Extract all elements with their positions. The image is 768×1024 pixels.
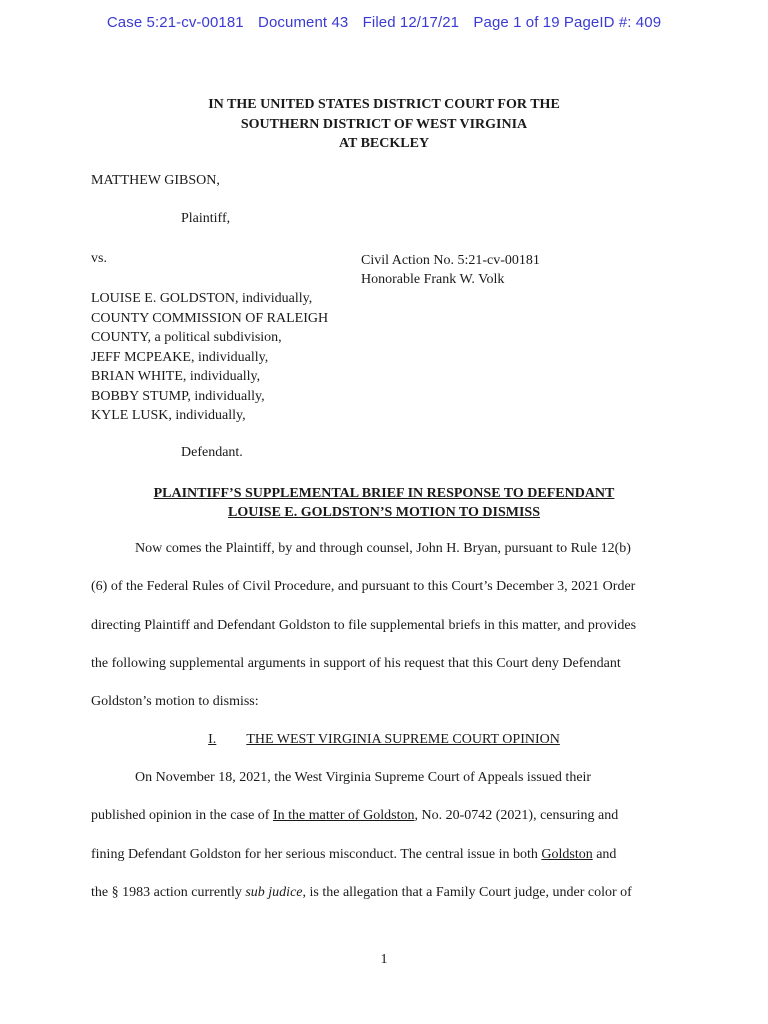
defendant-line: BRIAN WHITE, individually,	[91, 369, 261, 384]
court-title-line-3: AT BECKLEY	[338, 136, 430, 151]
para-line-4	[91, 885, 681, 901]
case-number: Case 5:21-cv-00181	[106, 14, 244, 31]
defendant-line: COUNTY, a political subdivision,	[91, 330, 282, 345]
document-number: Document 43	[258, 14, 349, 31]
plaintiff-name: MATTHEW GIBSON,	[91, 173, 220, 188]
defendant-line: KYLE LUSK, individually,	[91, 408, 246, 423]
para-text: , No. 20-0742 (2021), censuring and	[414, 808, 619, 823]
para-text: and	[592, 847, 617, 862]
filed-date: Filed 12/17/21	[362, 14, 460, 31]
defendant-line: LOUISE E. GOLDSTON, individually,	[91, 291, 313, 306]
intro-line-3: directing Plaintiff and Defendant Goldston to file supplemental briefs in this matter, and provides	[91, 618, 637, 633]
para-text: published opinion in the case of	[91, 808, 273, 823]
defendant-role: Defendant.	[181, 445, 243, 460]
para-line-2	[91, 808, 681, 824]
intro-line-4: the following supplemental arguments in support of his request that this Court deny Defendant	[91, 656, 621, 671]
civil-action-number: Civil Action No. 5:21-cv-00181	[361, 253, 540, 268]
brief-title-line-2: LOUISE E. GOLDSTON’S MOTION TO DISMISS	[228, 505, 540, 520]
section-heading	[0, 732, 768, 748]
defendant-line: BOBBY STUMP, individually,	[91, 388, 265, 404]
italic-term: sub judice	[245, 885, 303, 900]
section-title: THE WEST VIRGINIA SUPREME COURT OPINION	[246, 732, 560, 747]
brief-title-line-1: PLAINTIFF’S SUPPLEMENTAL BRIEF IN RESPONSE TO DEFENDANT	[153, 486, 615, 501]
page-number: 1	[380, 952, 388, 967]
case-citation: In the matter of Goldston	[272, 808, 415, 823]
ecf-header-stamp	[0, 14, 768, 31]
defendants-list	[91, 289, 328, 426]
intro-line-2: (6) of the Federal Rules of Civil Procedure, and pursuant to this Court’s December 3, 2021 Order	[91, 579, 636, 594]
case-info	[361, 251, 540, 289]
judge-name: Honorable Frank W. Volk	[361, 272, 505, 287]
section-number: I.	[208, 732, 217, 747]
intro-line-5: Goldston’s motion to dismiss:	[91, 694, 259, 709]
defendant-line: COUNTY COMMISSION OF RALEIGH	[91, 310, 329, 326]
court-title-line-1: IN THE UNITED STATES DISTRICT COURT FOR THE	[208, 97, 560, 112]
brief-title	[0, 484, 768, 522]
para-text: , is the allegation that a Family Court judge, under color of	[302, 885, 632, 900]
para-line-1: On November 18, 2021, the West Virginia Supreme Court of Appeals issued their	[135, 770, 592, 785]
court-title	[0, 95, 768, 154]
court-title-line-2: SOUTHERN DISTRICT OF WEST VIRGINIA	[240, 116, 528, 132]
case-citation: Goldston	[541, 847, 593, 862]
versus: vs.	[91, 251, 107, 266]
para-line-3	[91, 847, 681, 863]
plaintiff-role: Plaintiff,	[181, 211, 231, 226]
intro-line-1: Now comes the Plaintiff, by and through counsel, John H. Bryan, pursuant to Rule 12(b)	[135, 541, 631, 556]
page-info: Page 1 of 19 PageID #: 409	[473, 14, 662, 31]
para-text: the § 1983 action currently	[91, 885, 246, 900]
para-text: fining Defendant Goldston for her serious misconduct. The central issue in both	[91, 847, 542, 862]
defendant-line: JEFF MCPEAKE, individually,	[91, 349, 269, 365]
